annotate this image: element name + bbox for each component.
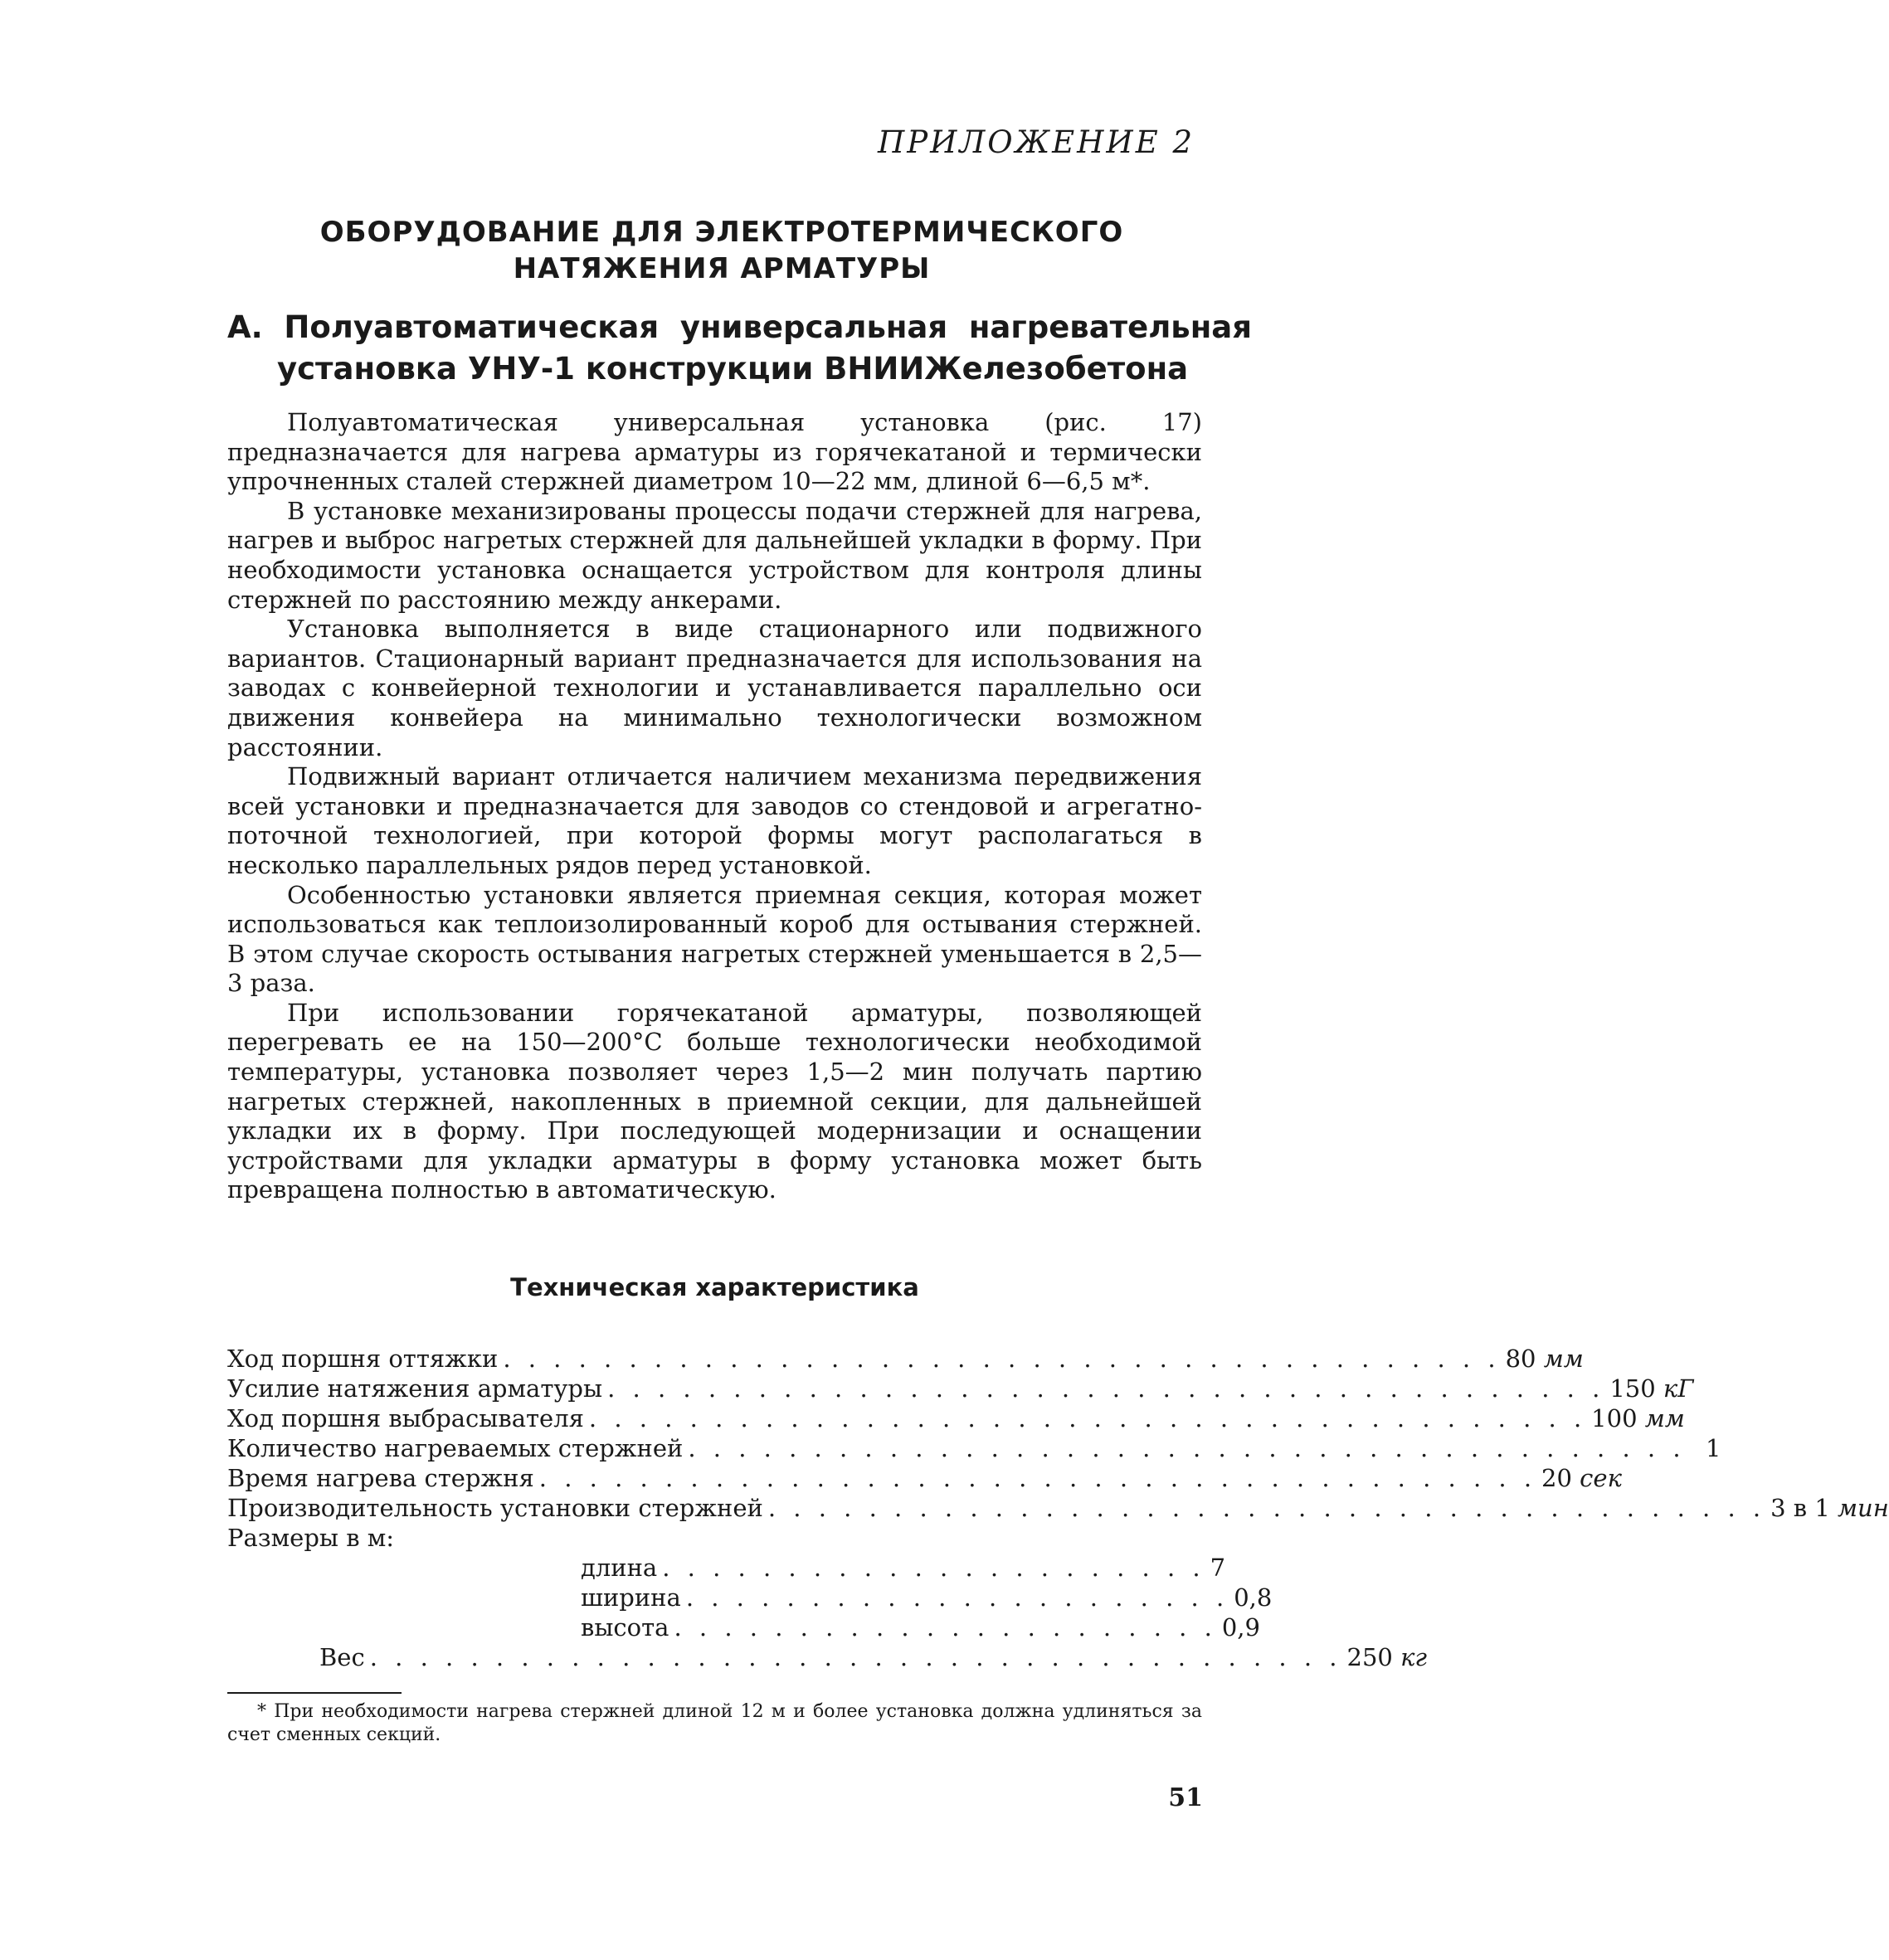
spec-unit: сек <box>1580 1464 1622 1492</box>
leader-dots: . . . . . . . . . . . . . . . . . . . . . . <box>674 1613 1217 1641</box>
leader-dots: . . . . . . . . . . . . . . . . . . . . . . . . . . . . . . . . . . . . . . . . <box>688 1434 1686 1462</box>
leader-dots: . . . . . . . . . . . . . . . . . . . . . . <box>662 1554 1205 1582</box>
dimension-value: 0,9 <box>1221 1613 1260 1641</box>
dimensions-label-text: Размеры в м: <box>227 1524 395 1552</box>
spec-number: 80 <box>1505 1345 1536 1373</box>
spec-label: Усилие натяжения арматуры <box>227 1374 603 1403</box>
dimension-row <box>581 1553 1226 1583</box>
spec-row <box>227 1433 1721 1463</box>
section-title: А. Полуавтоматическая универсальная нагревательная установка УНУ-1 конструкции ВНИИЖелезобетона <box>227 309 1252 387</box>
footnote-divider <box>227 1692 402 1694</box>
leader-dots: . . . . . . . . . . . . . . . . . . . . . . . . . . . . . . . . . . . . . . . . <box>503 1345 1501 1373</box>
spec-number: 150 <box>1609 1374 1656 1403</box>
weight-row <box>319 1642 1428 1672</box>
spec-number: 3 в 1 <box>1770 1494 1830 1522</box>
spec-number: 20 <box>1541 1464 1572 1492</box>
spec-row <box>227 1344 1584 1374</box>
spec-row <box>227 1374 1694 1403</box>
dimension-label: длина <box>581 1554 658 1582</box>
spec-label: Время нагрева стержня <box>227 1464 534 1492</box>
dimensions-label <box>227 1523 725 1553</box>
leader-dots: . . . . . . . . . . . . . . . . . . . . . . . . . . . . . . . . . . . . . . . . <box>767 1494 1766 1522</box>
spec-value <box>1770 1493 1889 1523</box>
page-number: 51 <box>1168 1783 1203 1812</box>
spec-unit: кГ <box>1663 1374 1694 1403</box>
paragraph: При использовании горячекатаной арматуры, позволяющей перегревать ее на 150—200°С больше технологически необходимой температуры, установка позволяет через 1,5—2 мин получать партию нагретых стержней, накопленных в приемной секции, для дальнейшей укладки их в форму. При последующей модернизации и оснащении устройствами для укладки арматуры в форму установка может быть превращена полностью в автоматическую. <box>227 998 1202 1204</box>
spec-value <box>1541 1463 1622 1493</box>
spec-unit: мин <box>1838 1494 1889 1522</box>
body-text <box>227 408 1202 1205</box>
spec-number: 100 <box>1591 1404 1638 1432</box>
spec-label: Производительность установки стержней <box>227 1494 763 1522</box>
appendix-label: ПРИЛОЖЕНИЕ 2 <box>877 124 1195 160</box>
weight-label: Вес <box>319 1643 365 1671</box>
spec-label: Количество нагреваемых стержней <box>227 1434 684 1462</box>
spec-value <box>1691 1433 1721 1463</box>
spec-number: 1 <box>1706 1434 1721 1462</box>
footnote: * При необходимости нагрева стержней длиной 12 м и более установка должна удлиняться за счет сменных секций. <box>227 1701 1202 1745</box>
leader-dots: . . . . . . . . . . . . . . . . . . . . . . . . . . . . . . . . . . . . . . . <box>369 1643 1342 1671</box>
weight-unit: кг <box>1400 1643 1428 1671</box>
paragraph: Особенностью установки является приемная секция, которая может использоваться как теплоизолированный короб для остывания стержней. В этом случае скорость остывания нагретых стержней уменьшается в 2,5—3 раза. <box>227 880 1202 998</box>
spec-row <box>227 1463 1622 1493</box>
paragraph: В установке механизированы процессы подачи стержней для нагрева, нагрев и выброс нагретых стержней для дальнейшей укладки в форму. При необходимости установка оснащается устройством для контроля длины стержней по расстоянию между анкерами. <box>227 496 1202 614</box>
dimension-label: высота <box>581 1613 669 1641</box>
leader-dots: . . . . . . . . . . . . . . . . . . . . . . . . . . . . . . . . . . . . . . . . <box>588 1404 1587 1432</box>
paragraph: Установка выполняется в виде стационарного или подвижного вариантов. Стационарный вариант предназначается для использования на заводах с конвейерной технологии и устанавливается параллельно оси движения конвейера на минимально технологически возможном расстоянии. <box>227 615 1202 761</box>
weight-number: 250 <box>1346 1643 1393 1671</box>
spec-label: Ход поршня оттяжки <box>227 1345 499 1373</box>
spec-value <box>1506 1344 1584 1374</box>
weight-value <box>1347 1642 1428 1672</box>
paragraph: Подвижный вариант отличается наличием механизма передвижения всей установки и предназначается для заводов со стендовой и агрегатно-поточной технологией, при которой формы могут располагаться в несколько параллельных рядов перед установкой. <box>227 762 1202 879</box>
spec-row <box>227 1493 1889 1523</box>
spec-row <box>227 1403 1685 1433</box>
dimension-label: ширина <box>581 1583 681 1612</box>
spec-unit: мм <box>1543 1345 1584 1373</box>
spec-value <box>1609 1374 1693 1403</box>
spec-unit: мм <box>1644 1404 1685 1432</box>
dimension-value: 7 <box>1210 1554 1226 1582</box>
spec-label: Ход поршня выбрасывателя <box>227 1404 584 1432</box>
leader-dots: . . . . . . . . . . . . . . . . . . . . . . . . . . . . . . . . . . . . . . . . <box>538 1464 1537 1492</box>
spec-heading: Техническая характеристика <box>510 1273 919 1301</box>
paragraph: Полуавтоматическая универсальная установка (рис. 17) предназначается для нагрева арматуры из горячекатаной и термически упрочненных сталей стержней диаметром 10—22 мм, длиной 6—6,5 м*. <box>227 408 1202 496</box>
leader-dots: . . . . . . . . . . . . . . . . . . . . . . . . . . . . . . . . . . . . . . . . <box>607 1374 1605 1403</box>
dimension-row <box>581 1612 1260 1642</box>
document-title: ОБОРУДОВАНИЕ ДЛЯ ЭЛЕКТРОТЕРМИЧЕСКОГО НАТЯЖЕНИЯ АРМАТУРЫ <box>319 216 1124 285</box>
spec-value <box>1591 1403 1685 1433</box>
dimension-value: 0,8 <box>1234 1583 1273 1612</box>
dimension-row <box>581 1583 1273 1612</box>
leader-dots: . . . . . . . . . . . . . . . . . . . . . . <box>685 1583 1229 1612</box>
